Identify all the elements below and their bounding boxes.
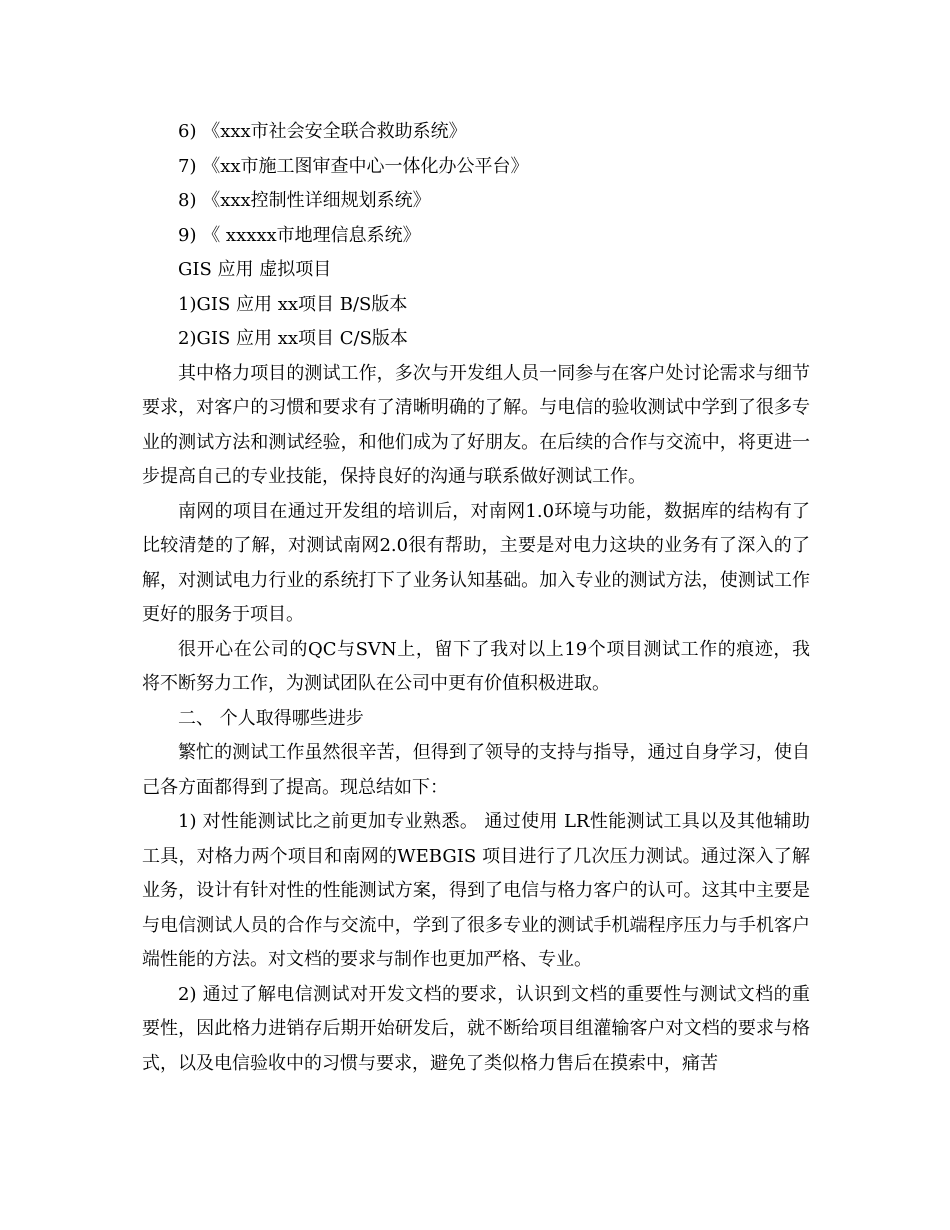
gis-item-2: 2)GIS 应用 xx项目 C/S版本 <box>178 328 408 349</box>
section-2-intro: 繁忙的测试工作虽然很辛苦，但得到了领导的支持与指导，通过自身学习，使自己各方面都得到了提高。现总结如下： <box>142 742 810 798</box>
paragraph-nanwang-project: 南网的项目在通过开发组的培训后，对南网1.0环境与功能，数据库的结构有了比较清楚的了解，对测试南网2.0很有帮助，主要是对电力这块的业务有了深入的了解，对测试电力行业的系统打下了业务认知基础。加入专业的测试方法，使测试工作更好的服务于项目。 <box>142 500 810 625</box>
project-list-item-9: 9) 《 xxxxx市地理信息系统》 <box>178 224 421 246</box>
section-2-heading: 二、 个人取得哪些进步 <box>178 707 364 729</box>
gis-item-1: 1)GIS 应用 xx项目 B/S版本 <box>178 293 408 315</box>
paragraph-gree-project: 其中格力项目的测试工作，多次与开发组人员一同参与在客户处讨论需求与细节要求，对客户的习惯和要求有了清晰明确的了解。与电信的验收测试中学到了很多专业的测试方法和测试经验，和他们成为了好朋友。在后续的合作与交流中，将更进一步提高自己的专业技能，保持良好的沟通与联系做好测试工作。 <box>142 362 810 487</box>
progress-item-1: 1) 对性能测试比之前更加专业熟悉。 通过使用 LR性能测试工具以及其他辅助工具，对格力两个项目和南网的WEBGIS 项目进行了几次压力测试。通过深入了解业务，设计有针对性的性能测试方案，得到了电信与格力客户的认可。这其中主要是与电信测试人员的合作与交流中，学到了很多专业的测试手机端程序压力与手机客户端性能的方法。对文档的要求与制作也更加严格、专业。 <box>142 811 810 970</box>
paragraph-qc-svn: 很开心在公司的QC与SVN上，留下了我对以上19个项目测试工作的痕迹，我将不断努力工作，为测试团队在公司中更有价值积极进取。 <box>142 638 810 694</box>
project-list-item-7: 7) 《xx市施工图审查中心一体化办公平台》 <box>178 155 529 177</box>
progress-item-2: 2) 通过了解电信测试对开发文档的要求，认识到文档的重要性与测试文档的重要性，因此格力进销存后期开始研发后，就不断给项目组灌输客户对文档的要求与格式，以及电信验收中的习惯与要求，避免了类似格力售后在摸索中，痛苦 <box>142 983 810 1074</box>
project-list-item-6: 6) 《xxx市社会安全联合救助系统》 <box>178 121 467 142</box>
document-body <box>142 115 810 1081</box>
project-list-item-8: 8) 《xxx控制性详细规划系统》 <box>178 190 431 211</box>
gis-heading: GIS 应用 虚拟项目 <box>178 259 332 280</box>
